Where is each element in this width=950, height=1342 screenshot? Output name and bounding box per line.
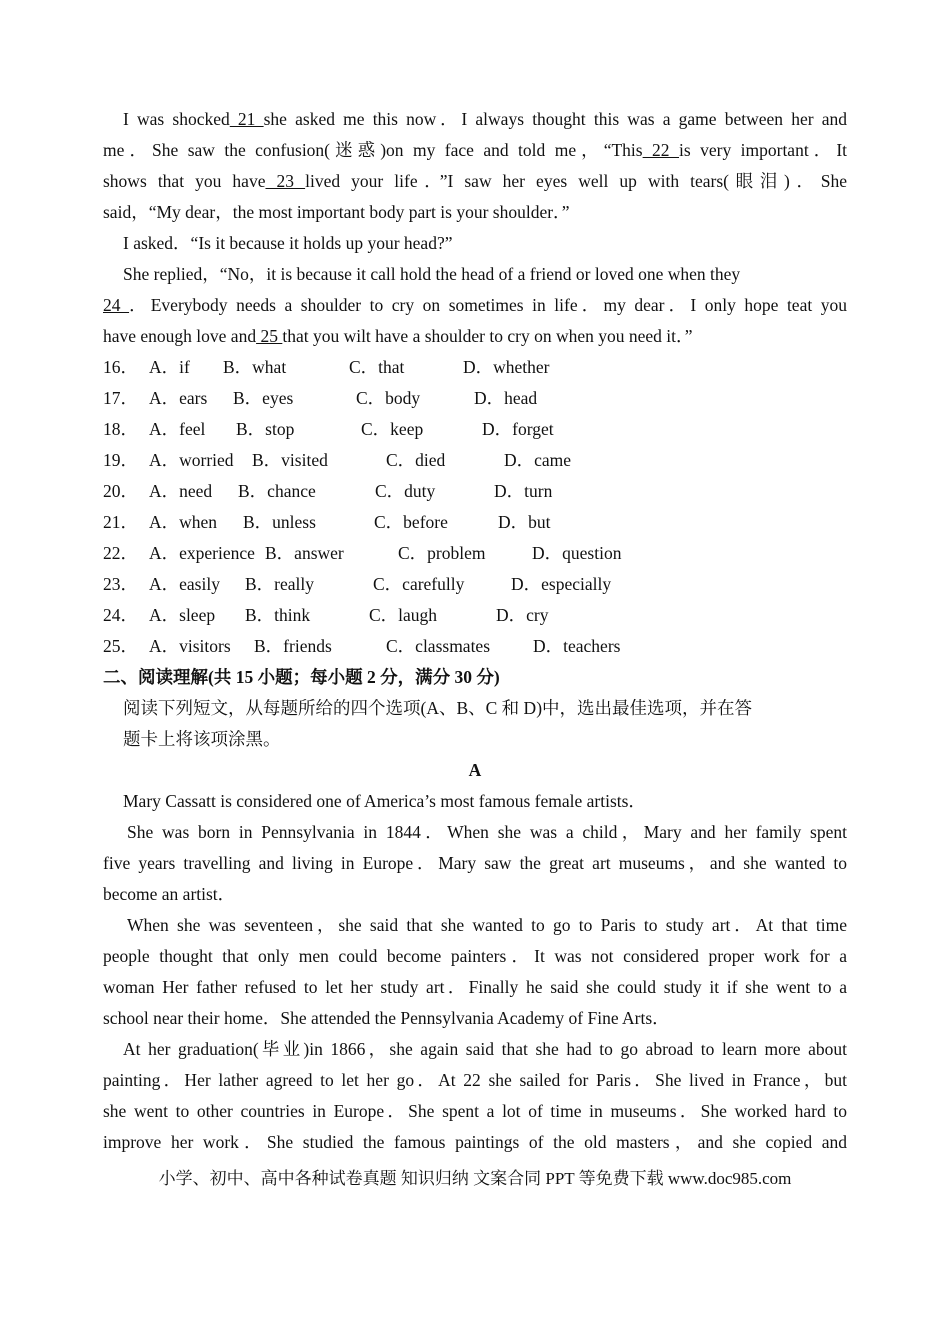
- passage-line: I asked．“Is it because it holds up your head?”: [123, 233, 453, 253]
- option-a: A．worried: [149, 450, 234, 470]
- passage-label: A: [468, 760, 482, 780]
- option-a: A．need: [149, 481, 213, 501]
- question-list: [103, 352, 847, 662]
- option-b: B．unless: [243, 512, 316, 532]
- passage-line: have enough love and 25 that you wilt have a shoulder to cry on when you need it．”: [103, 326, 693, 346]
- option-a: A．feel: [149, 419, 206, 439]
- option-b: B．friends: [254, 636, 332, 656]
- question-row: 20． A．need B．chance C．duty D．turn: [103, 476, 847, 507]
- option-d: D．whether: [463, 357, 550, 377]
- option-a: A．experience: [149, 543, 255, 563]
- option-d: D．question: [532, 543, 622, 563]
- blank-23: 23: [265, 171, 306, 191]
- option-c: C．before: [374, 512, 448, 532]
- passage-line: She was born in Pennsylvania in 1844．When she was a child，Mary and her family spent: [127, 822, 847, 842]
- option-b: B．answer: [265, 543, 344, 563]
- blank-25: 25: [256, 326, 283, 346]
- passage-line: people thought that only men could become painters．It was not considered proper work for a: [103, 946, 847, 966]
- passage-line: me．She saw the confusion(迷惑)on my face and told me，“This 22 is very important．It: [103, 140, 847, 160]
- question-row: 16． A．if B．what C．that D．whether: [103, 352, 847, 383]
- option-d: D．came: [504, 450, 572, 470]
- passage-line: I was shocked 21 she asked me this now．I always thought this was a game between her and: [123, 109, 847, 129]
- question-row: 24． A．sleep B．think C．laugh D．cry: [103, 600, 847, 631]
- passage-line: She replied，“No，it is because it call hold the head of a friend or loved one when they: [123, 264, 741, 284]
- question-row: 19． A．worried B．visited C．died D．came: [103, 445, 847, 476]
- question-row: 17． A．ears B．eyes C．body D．head: [103, 383, 847, 414]
- option-c: C．carefully: [373, 574, 465, 594]
- section-instructions: 阅读下列短文，从每题所给的四个选项(A、B、C 和 D)中，选出最佳选项，并在答: [123, 698, 753, 718]
- option-d: D．especially: [511, 574, 612, 594]
- blank-21: 21: [229, 109, 264, 129]
- passage-line: she went to other countries in Europe．She spent a lot of time in museums．She worked hard to: [103, 1101, 847, 1121]
- passage-line: When she was seventeen，she said that she wanted to go to Paris to study art．At that time: [127, 915, 847, 935]
- option-b: B．eyes: [233, 388, 294, 408]
- passage-line: school near their home．She attended the Pennsylvania Academy of Fine Arts．: [103, 1008, 670, 1028]
- passage-line: become an artist．: [103, 884, 236, 904]
- option-b: B．really: [245, 574, 315, 594]
- option-c: C．duty: [375, 481, 436, 501]
- option-d: D．teachers: [533, 636, 621, 656]
- passage-line: shows that you have 23 lived your life．”I saw her eyes well up with tears(眼泪)．She: [103, 171, 847, 191]
- passage-line: 24 ．Everybody needs a shoulder to cry on sometimes in life．my dear．I only hope teat you: [103, 295, 847, 315]
- option-d: D．forget: [482, 419, 554, 439]
- option-b: B．think: [245, 605, 311, 625]
- option-a: A．if: [149, 357, 190, 377]
- option-b: B．stop: [236, 419, 295, 439]
- section-instructions: 题卡上将该项涂黑。: [123, 729, 281, 749]
- option-c: C．laugh: [369, 605, 438, 625]
- option-a: A．when: [149, 512, 218, 532]
- question-row: 21． A．when B．unless C．before D．but: [103, 507, 847, 538]
- option-a: A．easily: [149, 574, 220, 594]
- option-d: D．turn: [494, 481, 553, 501]
- passage-line: At her graduation(毕业)in 1866，she again said that she had to go abroad to learn more about: [123, 1039, 847, 1059]
- option-a: A．ears: [149, 388, 208, 408]
- option-b: B．chance: [238, 481, 316, 501]
- option-b: B．what: [223, 357, 287, 377]
- option-c: C．classmates: [386, 636, 491, 656]
- question-row: 18． A．feel B．stop C．keep D．forget: [103, 414, 847, 445]
- question-row: 22． A．experience B．answer C．problem D．question: [103, 538, 847, 569]
- option-c: C．that: [349, 357, 405, 377]
- passage-line: Mary Cassatt is considered one of America’s most famous female artists．: [123, 791, 646, 811]
- question-row: 23． A．easily B．really C．carefully D．especially: [103, 569, 847, 600]
- option-a: A．visitors: [149, 636, 231, 656]
- option-d: D．head: [474, 388, 538, 408]
- option-a: A．sleep: [149, 605, 216, 625]
- option-c: C．body: [356, 388, 421, 408]
- page-footer: 小学、初中、高中各种试卷真题 知识归纳 文案合同 PPT 等免费下载 www.doc985.com: [158, 1169, 792, 1188]
- option-d: D．cry: [496, 605, 549, 625]
- passage-line: said，“My dear，the most important body part is your shoulder．”: [103, 202, 570, 222]
- option-c: C．problem: [398, 543, 486, 563]
- passage-line: improve her work．She studied the famous paintings of the old masters，and she copied and: [103, 1132, 847, 1152]
- section-heading: 二、阅读理解(共 15 小题；每小题 2 分，满分 30 分): [103, 667, 500, 687]
- passage-line: painting．Her lather agreed to let her go．At 22 she sailed for Paris．She lived in France，but: [103, 1070, 847, 1090]
- blank-22: 22: [642, 140, 679, 160]
- question-row: 25． A．visitors B．friends C．classmates D．teachers: [103, 631, 847, 662]
- option-c: C．died: [386, 450, 446, 470]
- option-b: B．visited: [252, 450, 328, 470]
- option-d: D．but: [498, 512, 551, 532]
- option-c: C．keep: [361, 419, 424, 439]
- passage-line: five years travelling and living in Europe．Mary saw the great art museums，and she wanted to: [103, 853, 847, 873]
- blank-24: 24: [103, 295, 130, 315]
- document-page: [103, 104, 847, 1158]
- passage-line: woman Her father refused to let her study art．Finally he said she could study it if she went to a: [103, 977, 847, 997]
